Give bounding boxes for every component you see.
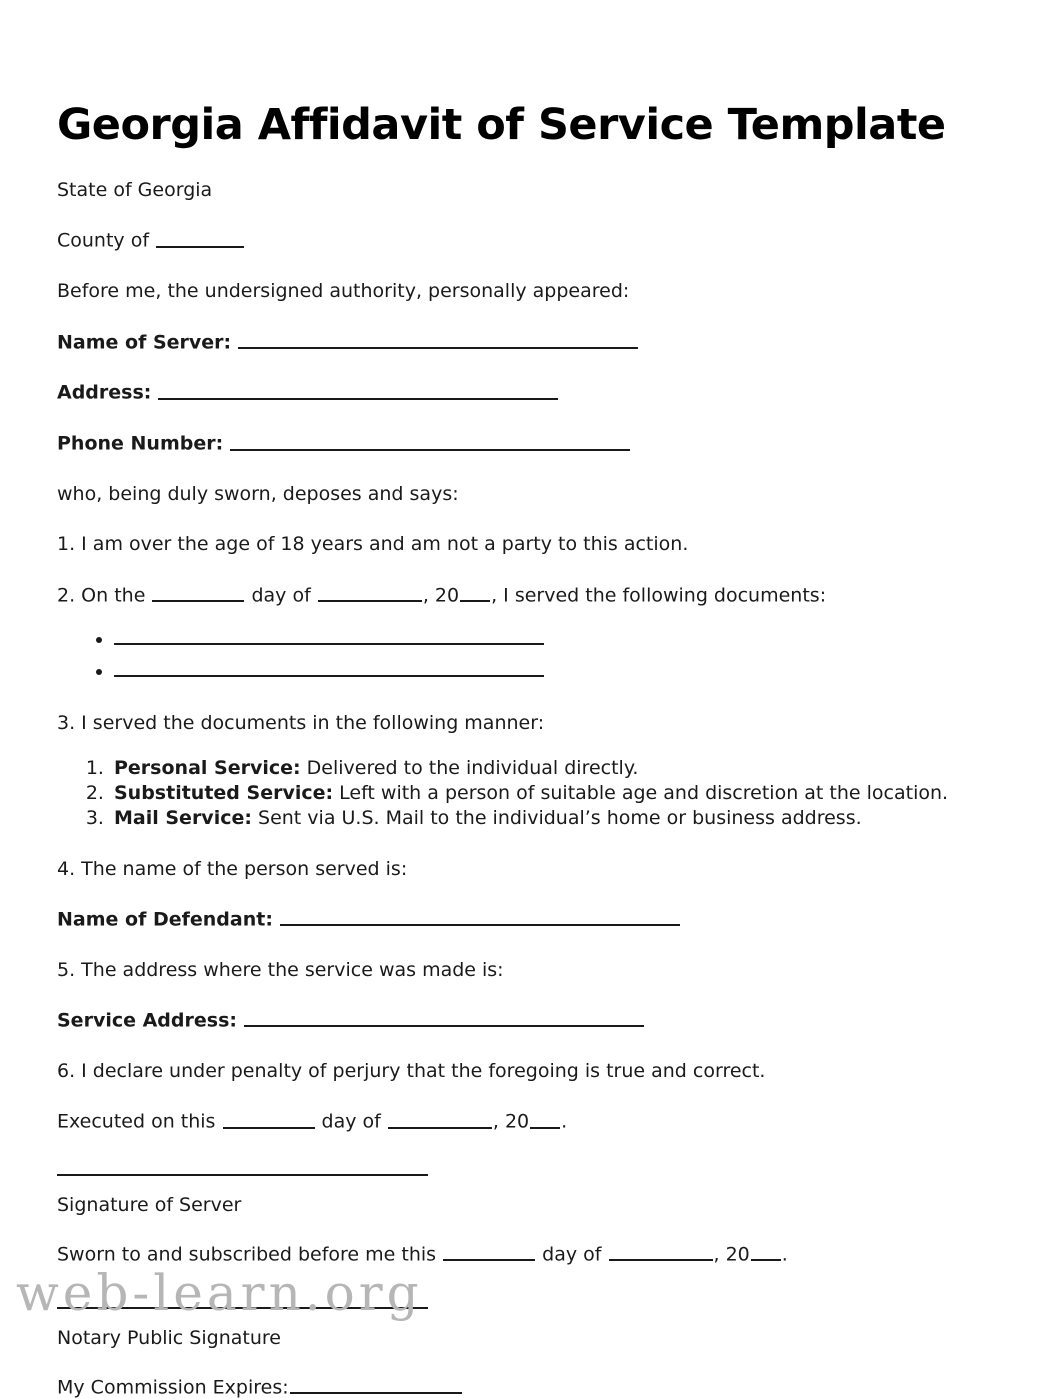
manner-text-mail: Sent via U.S. Mail to the individual’s home or business address. bbox=[251, 807, 862, 830]
list-item bbox=[110, 806, 980, 830]
item-2-suffix: , I served the following documents: bbox=[491, 583, 827, 606]
item-2-mid2: , 20 bbox=[422, 583, 460, 606]
execution-month-blank[interactable] bbox=[388, 1109, 492, 1128]
name-of-defendant-label: Name of Defendant: bbox=[57, 908, 273, 931]
execution-line bbox=[57, 1109, 980, 1134]
sworn-line: who, being duly sworn, deposes and says: bbox=[57, 482, 459, 505]
service-address-blank[interactable] bbox=[244, 1008, 644, 1027]
notary-signature-caption: Notary Public Signature bbox=[57, 1326, 281, 1349]
execution-prefix: Executed on this bbox=[57, 1110, 222, 1133]
county-blank[interactable] bbox=[156, 228, 244, 247]
state-line: State of Georgia bbox=[57, 179, 213, 202]
manner-text-personal: Delivered to the individual directly. bbox=[300, 756, 639, 779]
list-item bbox=[114, 657, 980, 686]
phone-number-blank[interactable] bbox=[230, 431, 630, 450]
site-watermark: web-learn.org bbox=[16, 1264, 423, 1322]
manner-label-substituted: Substituted Service: bbox=[114, 781, 334, 804]
server-signature-caption: Signature of Server bbox=[57, 1193, 242, 1216]
item-1: 1. I am over the age of 18 years and am not a party to this action. bbox=[57, 533, 689, 556]
service-address-label: Service Address: bbox=[57, 1009, 237, 1032]
notary-year-blank[interactable] bbox=[751, 1242, 781, 1261]
served-document-blank-1[interactable] bbox=[114, 626, 544, 645]
service-year-blank[interactable] bbox=[460, 583, 490, 602]
county-line bbox=[57, 228, 980, 253]
manner-label-mail: Mail Service: bbox=[114, 807, 252, 830]
manner-label-personal: Personal Service: bbox=[114, 756, 301, 779]
page-title: Georgia Affidavit of Service Template bbox=[57, 100, 946, 150]
phone-number-label: Phone Number: bbox=[57, 432, 224, 455]
notary-sworn-suffix: . bbox=[781, 1243, 788, 1266]
service-address-field bbox=[57, 1008, 980, 1033]
item-2-prefix: 2. On the bbox=[57, 583, 152, 606]
name-of-defendant-blank[interactable] bbox=[280, 907, 680, 926]
notary-day-blank[interactable] bbox=[443, 1242, 535, 1261]
notary-sworn-line bbox=[57, 1242, 980, 1267]
item-5: 5. The address where the service was made is: bbox=[57, 958, 504, 981]
execution-year-blank[interactable] bbox=[530, 1109, 560, 1128]
item-6: 6. I declare under penalty of perjury that the foregoing is true and correct. bbox=[57, 1059, 766, 1082]
notary-signature-line[interactable] bbox=[57, 1307, 428, 1309]
address-field bbox=[57, 380, 980, 405]
service-day-blank[interactable] bbox=[152, 583, 244, 602]
notary-sworn-mid1: day of bbox=[536, 1243, 608, 1266]
name-of-defendant-field bbox=[57, 907, 980, 932]
list-item bbox=[110, 781, 980, 805]
server-signature-line[interactable] bbox=[57, 1174, 428, 1176]
list-item bbox=[114, 625, 980, 654]
service-month-blank[interactable] bbox=[318, 583, 422, 602]
county-label: County of bbox=[57, 229, 156, 252]
notary-sworn-mid2: , 20 bbox=[713, 1243, 750, 1266]
name-of-server-label: Name of Server: bbox=[57, 331, 232, 354]
notary-sworn-prefix: Sworn to and subscribed before me this bbox=[57, 1243, 443, 1266]
manner-of-service-list bbox=[57, 756, 980, 831]
name-of-server-blank[interactable] bbox=[238, 330, 638, 349]
commission-expires-field bbox=[57, 1375, 980, 1398]
execution-suffix: . bbox=[561, 1110, 568, 1133]
execution-mid1: day of bbox=[315, 1110, 387, 1133]
address-label: Address: bbox=[57, 381, 152, 404]
notary-month-blank[interactable] bbox=[609, 1242, 713, 1261]
item-4: 4. The name of the person served is: bbox=[57, 857, 408, 880]
served-document-blank-2[interactable] bbox=[114, 657, 544, 676]
execution-day-blank[interactable] bbox=[223, 1109, 315, 1128]
address-blank[interactable] bbox=[158, 380, 558, 399]
manner-text-substituted: Left with a person of suitable age and discretion at the location. bbox=[333, 781, 949, 804]
item-3: 3. I served the documents in the following manner: bbox=[57, 712, 545, 735]
phone-number-field bbox=[57, 431, 980, 456]
served-documents-list bbox=[57, 625, 980, 685]
commission-expires-label: My Commission Expires: bbox=[57, 1376, 289, 1398]
commission-expires-blank[interactable] bbox=[290, 1375, 462, 1394]
intro-line: Before me, the undersigned authority, personally appeared: bbox=[57, 280, 630, 303]
execution-mid2: , 20 bbox=[492, 1110, 530, 1133]
name-of-server-field bbox=[57, 330, 980, 355]
item-2-mid1: day of bbox=[245, 583, 317, 606]
list-item bbox=[110, 756, 980, 780]
item-2 bbox=[57, 583, 980, 608]
